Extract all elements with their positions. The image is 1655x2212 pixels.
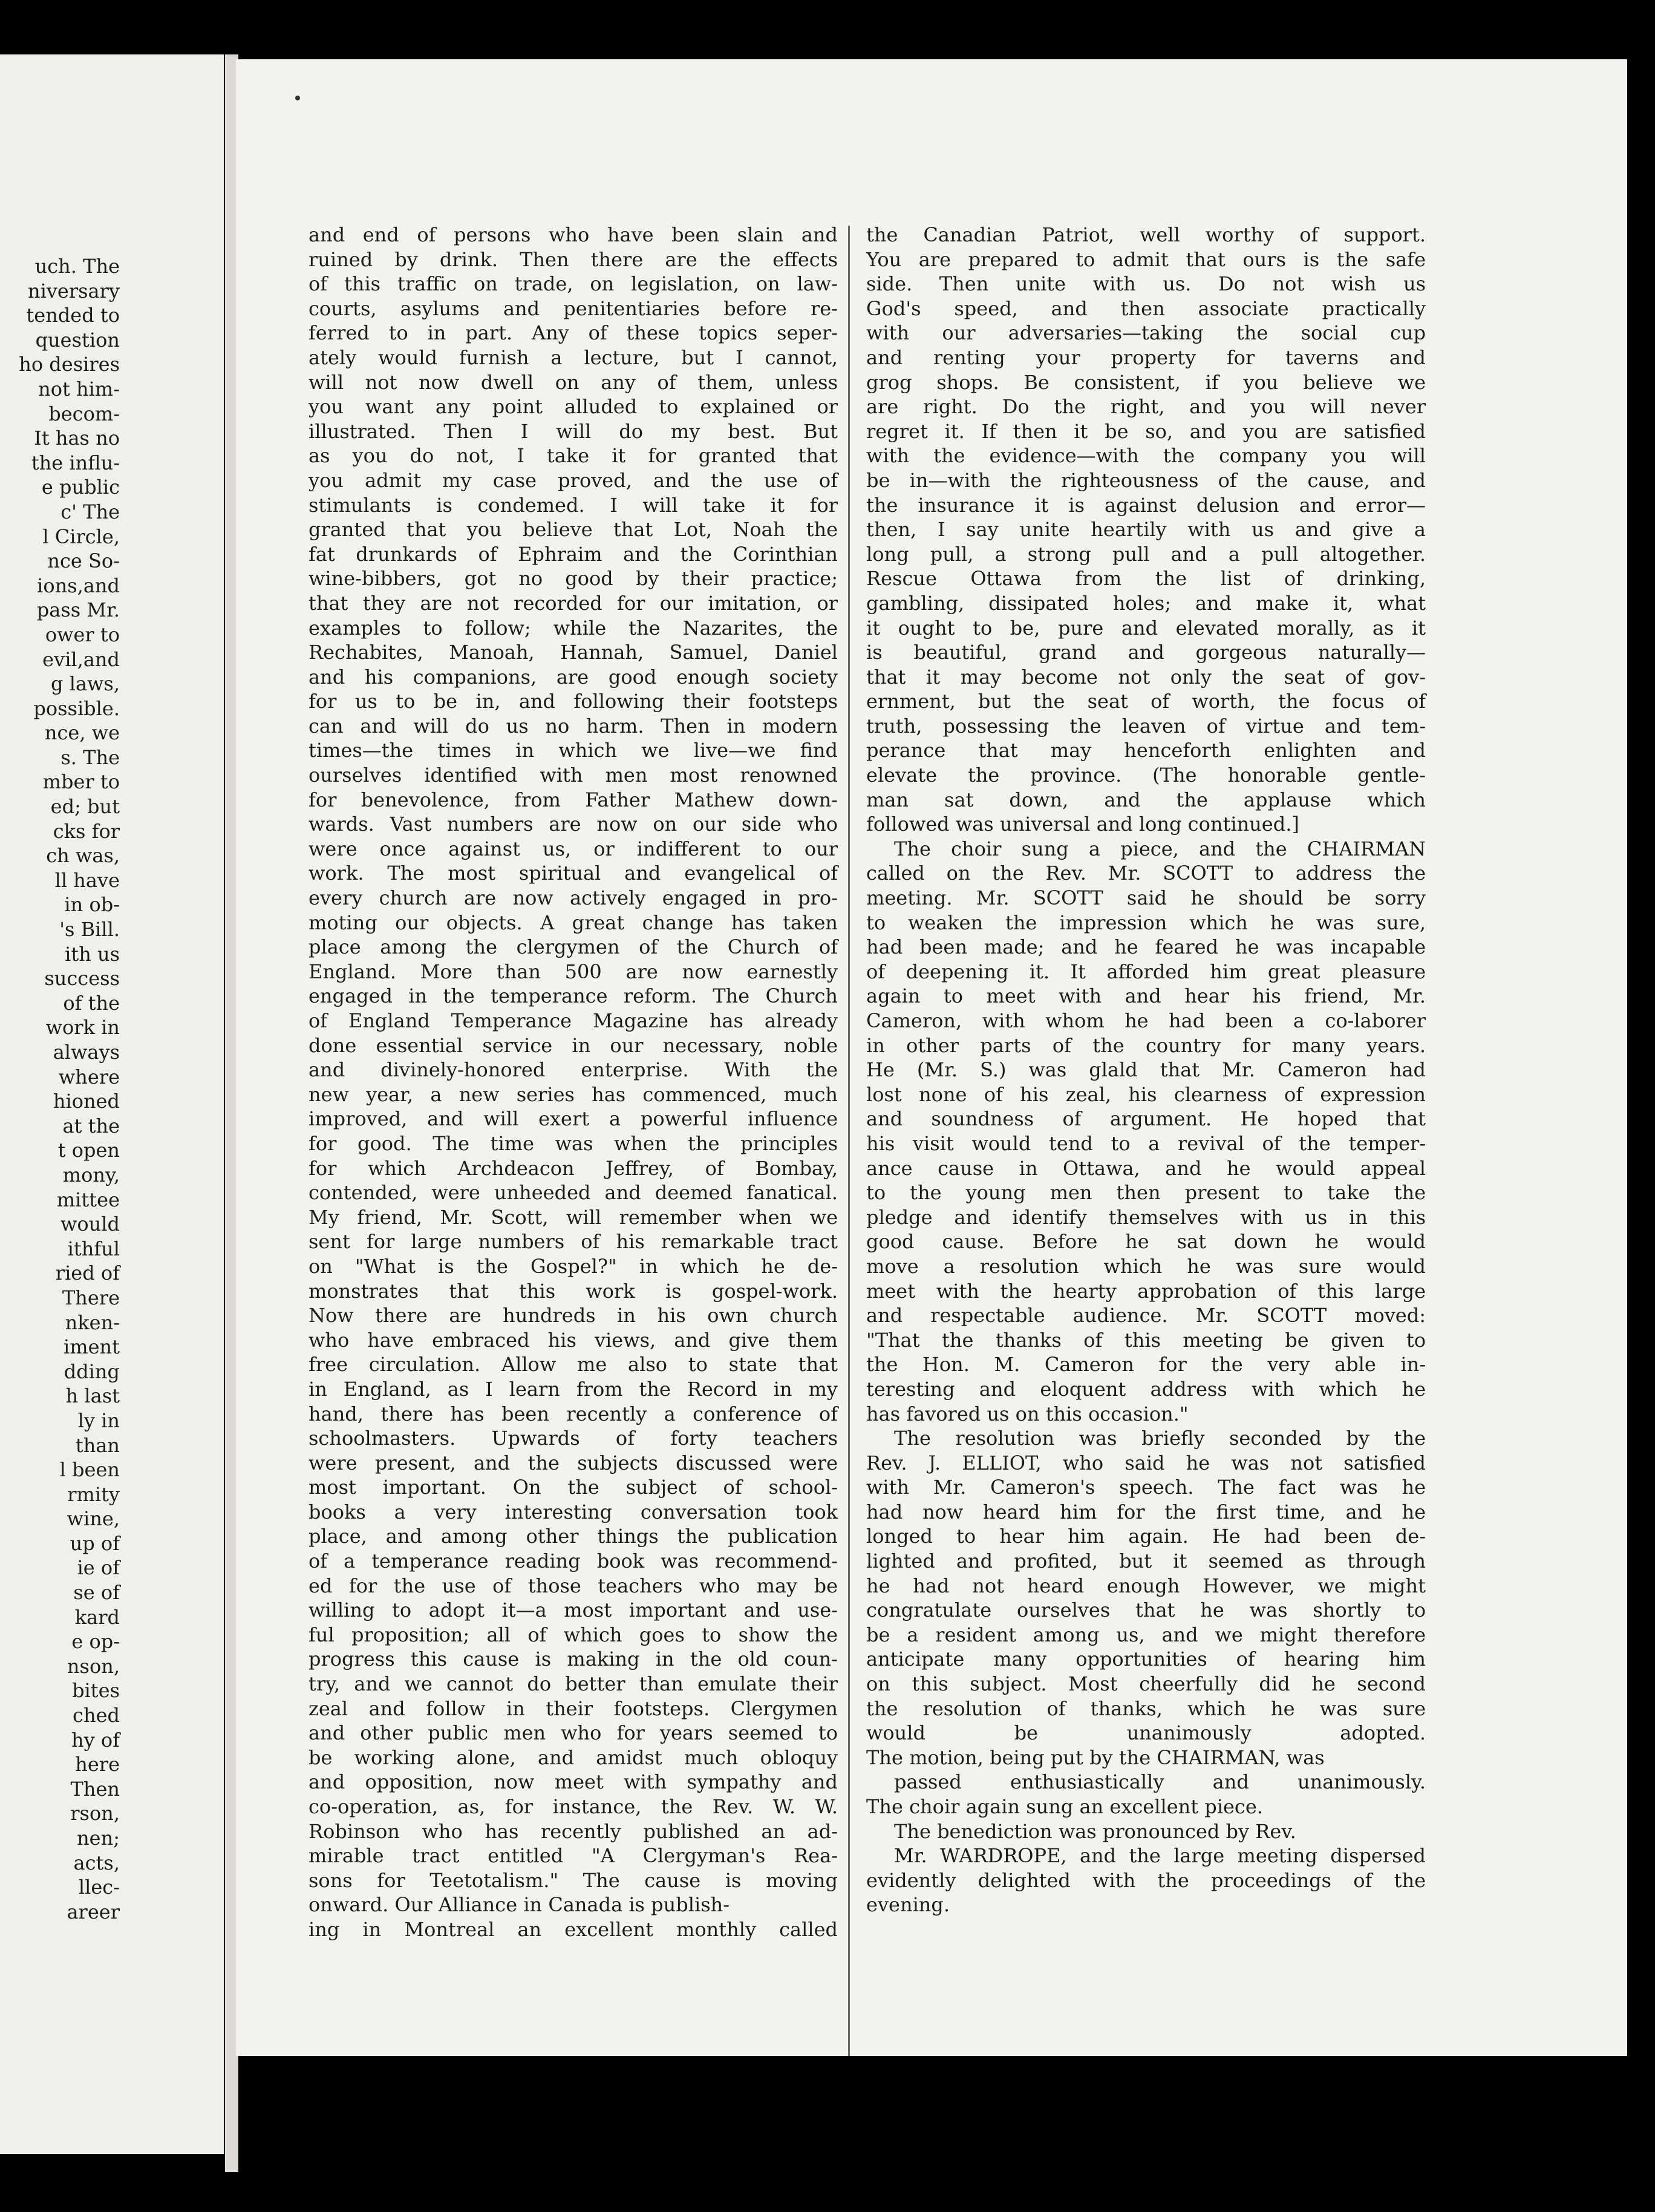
text-line: you want any point alluded to explained or [308,395,838,419]
text-line: illustrated. Then I will do my best. But [308,419,838,443]
text-line: of deepening it. It afforded him great pleasure [866,960,1426,983]
text-line: for good. The time was when the principles [308,1131,838,1155]
text-line: h last [65,1384,120,1408]
text-line: iment [64,1335,120,1359]
text-line: passed enthusiastically and unanimously. [894,1770,1426,1794]
text-line: new year, a new series has commenced, much [308,1082,838,1106]
text-line: stimulants is condemed. I will take it for [308,493,838,517]
text-line: truth, possessing the leaven of virtue and tem- [866,714,1426,738]
text-line: examples to follow; while the Nazarites, the [308,616,838,640]
text-line: ried of [55,1261,120,1285]
text-line: hioned [53,1090,120,1113]
text-line: He (Mr. S.) was glald that Mr. Cameron had [866,1058,1426,1082]
text-line: ately would furnish a lecture, but I cannot, [308,345,838,369]
text-line: You are prepared to admit that ours is the safe [866,247,1426,271]
text-line: the insurance it is against delusion and error— [866,493,1426,517]
text-line: in England, as I learn from the Record in my [308,1377,838,1401]
text-line: The benediction was pronounced by Rev. [894,1819,1296,1843]
text-line: willing to adopt it—a most important and use- [308,1598,838,1622]
text-line: ruined by drink. Then there are the effects [308,247,838,271]
text-line: Rechabites, Manoah, Hannah, Samuel, Daniel [308,641,838,664]
text-line: uch. The [34,255,120,278]
text-line: as you do not, I take it for granted that [308,444,838,468]
text-line: has favored us on this occasion." [866,1402,1189,1425]
text-line: Then [70,1777,120,1801]
text-line: anticipate many opportunities of hearing him [866,1648,1426,1671]
text-line: ithful [67,1237,120,1260]
text-line: lost none of his zeal, his clearness of expression [866,1082,1426,1106]
text-line: kard [74,1605,120,1629]
text-line: regret it. If then it be so, and you are satisfied [866,419,1426,443]
text-line: wine, [67,1507,120,1531]
speck-mark [295,96,300,100]
text-line: onward. Our Alliance in Canada is publish- [308,1893,730,1917]
text-line: tended to [26,304,120,327]
text-line: elevate the province. (The honorable gentle- [866,764,1426,787]
text-line: engaged in the temperance reform. The Church [308,984,838,1008]
text-line: with the evidence—with the company you will [866,444,1426,468]
text-line: nce So- [47,549,120,573]
text-line: to weaken the impression which he was sure, [866,911,1426,934]
text-line: grog shops. Be consistent, if you believe we [866,370,1426,394]
text-line: ch was, [46,844,120,868]
text-line: ernment, but the seat of worth, the focus of [866,690,1426,713]
text-line: always [53,1041,120,1064]
text-line: of this traffic on trade, on legislation, on law- [308,272,838,296]
text-line: ower to [45,623,120,646]
text-line: here [75,1753,120,1776]
text-line: It has no [34,427,120,450]
text-line: wine-bibbers, got no good by their practice; [308,567,838,591]
text-line: most important. On the subject of school- [308,1476,838,1499]
column-rule [848,226,850,2056]
text-line: l been [59,1458,120,1482]
text-line: that they are not recorded for our imitation, or [308,591,838,615]
text-line: rson, [70,1802,120,1825]
text-line: ith us [65,942,120,966]
text-line: times—the times in which we live—we find [308,739,838,762]
text-line: longed to hear him again. He had been de- [866,1525,1426,1548]
text-line: free circulation. Allow me also to state that [308,1353,838,1376]
text-line: called on the Rev. Mr. SCOTT to address the [866,862,1426,885]
text-line: will not now dwell on any of them, unless [308,370,838,394]
left-text-column [308,223,838,1942]
text-line: teresting and eloquent address with which he [866,1377,1426,1401]
text-line: zeal and follow in their footsteps. Clergymen [308,1697,838,1720]
text-line: meet with the hearty approbation of this large [866,1279,1426,1303]
text-line: place among the clergymen of the Church of [308,935,838,959]
text-line: evidently delighted with the proceedings of the [866,1868,1426,1892]
text-line: areer [67,1900,120,1923]
previous-page-text-column [5,254,120,1924]
text-line: for which Archdeacon Jeffrey, of Bombay, [308,1156,838,1180]
text-line: mber to [42,770,120,794]
text-line: monstrates that this work is gospel-work. [308,1279,838,1303]
text-line: Rev. J. ELLIOT, who said he was not satisfied [866,1451,1426,1474]
text-line: the Hon. M. Cameron for the very able in- [866,1353,1426,1376]
text-line: at the [62,1114,120,1137]
text-line: The choir again sung an excellent piece. [866,1795,1263,1818]
text-line: There [62,1286,120,1309]
text-line: improved, and will exert a powerful influence [308,1107,838,1131]
text-line: e public [41,476,120,499]
text-line: ched [73,1704,120,1727]
text-line: s. The [60,745,120,769]
text-line: not him- [38,377,120,401]
right-text-column [866,223,1426,1917]
text-line: granted that you believe that Lot, Noah the [308,518,838,542]
text-line: man sat down, and the applause which [866,788,1426,811]
text-line: ll have [54,868,120,892]
text-line: g laws, [51,672,120,696]
text-line: Rescue Ottawa from the list of drinking, [866,567,1426,591]
text-line: contended, were unheeded and deemed fanatical. [308,1181,838,1205]
text-line: lighted and profited, but it seemed as through [866,1549,1426,1573]
text-line: the influ- [31,451,120,474]
text-line: and soundness of argument. He hoped that [866,1107,1426,1131]
text-line: dding [64,1360,120,1383]
text-line: perance that may henceforth enlighten and [866,739,1426,762]
text-line: ful proposition; all of which goes to show the [308,1623,838,1646]
text-line: side. Then unite with us. Do not wish us [866,272,1426,296]
text-line: mittee [56,1188,120,1211]
text-line: of the [63,991,120,1015]
text-line: Now there are hundreds in his own church [308,1304,838,1327]
text-line: se of [73,1581,120,1605]
text-line: ourselves identified with men most renowned [308,764,838,787]
text-line: where [58,1065,120,1088]
text-line: you admit my case proved, and the use of [308,468,838,492]
text-line: ho desires [19,353,120,376]
text-line: on this subject. Most cheerfully did he second [866,1672,1426,1696]
text-line: gambling, dissipated holes; and make it, what [866,591,1426,615]
text-line: be a resident among us, and we might therefore [866,1623,1426,1646]
text-line: would be unanimously adopted. [866,1721,1426,1745]
text-line: for us to be in, and following their footsteps [308,690,838,713]
text-line: that it may become not only the seat of gov- [866,665,1426,689]
text-line: mirable tract entitled "A Clergyman's Rea- [308,1844,838,1868]
text-line: books a very interesting conversation took [308,1500,838,1523]
text-line: meeting. Mr. SCOTT said he should be sorry [866,886,1426,910]
text-line: evil,and [42,647,120,671]
text-line: is beautiful, grand and gorgeous naturally— [866,641,1426,664]
text-line: hy of [71,1728,120,1752]
text-line: ly in [77,1409,120,1432]
text-line: in other parts of the country for many years. [866,1033,1426,1057]
text-line: sent for large numbers of his remarkable tract [308,1230,838,1254]
text-line: of a temperance reading book was recommend- [308,1549,838,1573]
text-line: The choir sung a piece, and the CHAIRMAN [894,837,1426,860]
text-line: it ought to be, pure and elevated morally, as it [866,616,1426,640]
text-line: of England Temperance Magazine has already [308,1009,838,1032]
text-line: c' The [60,500,120,523]
text-line: evening. [866,1893,950,1917]
text-line: work in [45,1016,120,1039]
text-line: nken- [65,1311,120,1334]
text-line: cks for [53,819,120,843]
text-line: then, I say unite heartily with us and give a [866,518,1426,542]
text-line: ie of [77,1556,120,1580]
text-line: nen; [77,1827,120,1850]
text-line: his visit would tend to a revival of the temper- [866,1131,1426,1155]
text-line: had now heard him for the first time, and he [866,1500,1426,1523]
text-line: place, and among other things the publication [308,1525,838,1548]
text-line: wards. Vast numbers are now on our side who [308,813,838,836]
text-line: sons for Teetotalism." The cause is moving [308,1868,838,1892]
text-line: acts, [73,1851,120,1874]
text-line: the Canadian Patriot, well worthy of support. [866,223,1426,246]
text-line: progress this cause is making in the old coun- [308,1648,838,1671]
text-line: co-operation, as, for instance, the Rev. W. W. [308,1795,838,1818]
text-line: congratulate ourselves that he was shortly to [866,1598,1426,1622]
text-line: success [44,967,120,990]
text-line: long pull, a strong pull and a pull altogether. [866,542,1426,566]
text-line: l Circle, [42,525,120,548]
text-line: were present, and the subjects discussed were [308,1451,838,1474]
text-line: schoolmasters. Upwards of forty teachers [308,1427,838,1450]
text-line: pledge and identify themselves with us in this [866,1205,1426,1229]
text-line: were once against us, or indifferent to our [308,837,838,860]
text-line: possible. [33,696,120,720]
text-line: hand, there has been recently a conference of [308,1402,838,1425]
text-line: ing in Montreal an excellent monthly called [308,1917,838,1941]
text-line: niversary [27,279,120,303]
text-line: t open [57,1139,120,1162]
text-line: nce, we [44,721,120,745]
text-line: and his companions, are good enough society [308,665,838,689]
text-line: every church are now actively engaged in pro- [308,886,838,910]
text-line: My friend, Mr. Scott, will remember when we [308,1205,838,1229]
newspaper-page [236,59,1627,2056]
text-line: ferred to in part. Any of these topics seper- [308,321,838,345]
text-line: question [35,328,120,352]
text-line: would [60,1212,120,1236]
text-line: moting our objects. A great change has taken [308,911,838,934]
text-line: God's speed, and then associate practically [866,296,1426,320]
text-line: and renting your property for taverns and [866,345,1426,369]
text-line: and respectable audience. Mr. SCOTT moved: [866,1304,1426,1327]
text-line: and other public men who for years seemed to [308,1721,838,1745]
text-line: and opposition, now meet with sympathy and [308,1770,838,1794]
text-line: are right. Do the right, and you will never [866,395,1426,419]
text-line: England. More than 500 are now earnestly [308,960,838,983]
text-line: be working alone, and amidst much obloquy [308,1746,838,1769]
text-line: pass Mr. [36,598,120,622]
text-line: with Mr. Cameron's speech. The fact was he [866,1476,1426,1499]
text-line: be in—with the righteousness of the cause, and [866,468,1426,492]
text-line: Cameron, with whom he had been a co-laborer [866,1009,1426,1032]
text-line: work. The most spiritual and evangelical of [308,862,838,885]
text-line: fat drunkards of Ephraim and the Corinthian [308,542,838,566]
text-line: to the young men then present to take the [866,1181,1426,1205]
text-line: the resolution of thanks, which he was sure [866,1697,1426,1720]
text-line: courts, asylums and penitentiaries before re- [308,296,838,320]
text-line: up of [70,1531,120,1555]
text-line: followed was universal and long continued.] [866,813,1299,836]
text-line: and end of persons who have been slain and [308,223,838,246]
text-line: e op- [71,1630,120,1654]
text-line: than [75,1433,120,1457]
text-line: Mr. WARDROPE, and the large meeting dispersed [894,1844,1426,1868]
previous-page [0,54,224,2154]
text-line: becom- [48,402,120,425]
text-line: try, and we cannot do better than emulate their [308,1672,838,1696]
text-line: ions,and [37,574,120,597]
text-line: ed; but [50,795,120,819]
text-line: mony, [62,1163,120,1186]
text-line: ance cause in Ottawa, and he would appeal [866,1156,1426,1180]
text-line: bites [72,1679,120,1703]
text-line: nson, [67,1654,120,1678]
text-line: The motion, being put by the CHAIRMAN, was [866,1746,1325,1769]
text-line: ed for the use of those teachers who may be [308,1574,838,1597]
text-line: who have embraced his views, and give them [308,1328,838,1352]
text-line: he had not heard enough However, we might [866,1574,1426,1597]
text-line: done essential service in our necessary, noble [308,1033,838,1057]
text-line: 's Bill. [59,918,120,941]
text-line: in ob- [64,893,120,917]
text-line: had been made; and he feared he was incapable [866,935,1426,959]
text-line: can and will do us no harm. Then in modern [308,714,838,738]
text-line: rmity [67,1482,120,1506]
text-line: with our adversaries—taking the social cup [866,321,1426,345]
text-line: good cause. Before he sat down he would [866,1230,1426,1254]
text-line: Robinson who has recently published an ad- [308,1819,838,1843]
text-line: and divinely-honored enterprise. With the [308,1058,838,1082]
text-line: move a resolution which he was sure would [866,1254,1426,1278]
text-line: The resolution was briefly seconded by the [894,1427,1426,1450]
text-line: on "What is the Gospel?" in which he de- [308,1254,838,1278]
text-line: for benevolence, from Father Mathew down- [308,788,838,811]
text-line: llec- [78,1876,120,1899]
text-line: "That the thanks of this meeting be given to [866,1328,1426,1352]
text-line: again to meet with and hear his friend, Mr. [866,984,1426,1008]
